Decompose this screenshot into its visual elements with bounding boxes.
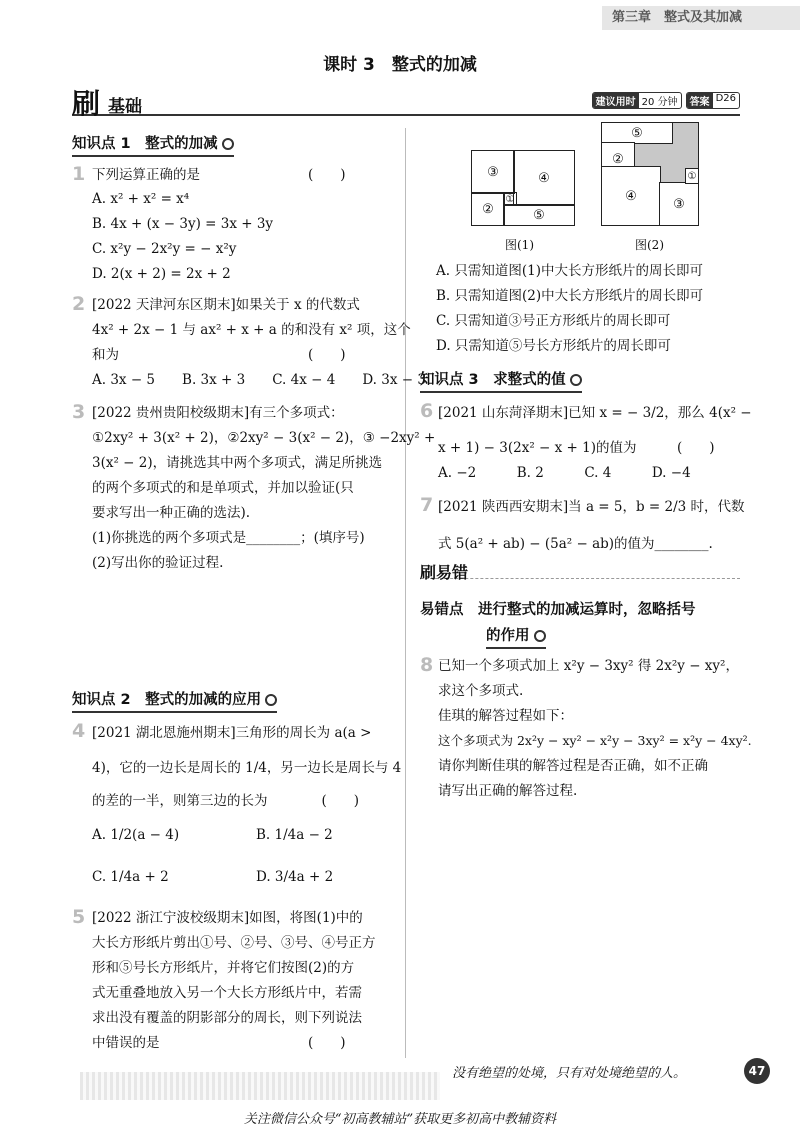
q7-line2: 式 5(a² + ab) − (5a² − ab)的值为________. [438,536,713,552]
error-point-heading-2 [486,624,546,649]
q6-line1: [2021 山东菏泽期末]已知 x = − 3/2，那么 4(x² − [438,405,752,421]
section-basic-header [72,84,740,120]
q3-line2: ①2xy² + 3(x² + 2)，②2xy² − 3(x² − 2)，③ −2xy² + [92,430,436,446]
q3-line6: (1)你挑选的两个多项式是________；(填序号) [92,530,365,546]
q2-line2: 4x² + 2x − 1 与 ax² + x + a 的和没有 x² 项，这个 [92,322,411,338]
pin-icon [222,138,234,150]
q5-option-d: D. 只需知道⑤号长方形纸片的周长即可 [436,338,671,354]
q6-number: 6 [420,400,434,422]
section-basic-big: 刷 [72,87,101,120]
answer-label: 答案 [687,93,713,108]
page-number: 47 [744,1058,770,1084]
answer-value: D26 [715,93,736,104]
pin-icon [265,694,277,706]
q4-line1: [2021 湖北恩施州期末]三角形的周长为 a(a > [92,725,372,741]
q4-option-d: D. 3/4a + 2 [256,869,334,885]
fig2-rect-5: ⑤ [601,122,673,144]
page-title: 课时 3 整式的加减 [323,55,477,75]
q3-line3: 3(x² − 2)，请挑选其中两个多项式，满足所挑选 [92,455,383,471]
q5-number: 5 [72,906,86,928]
time-label: 建议用时 [593,93,639,108]
section-basic-small: 基础 [108,97,142,117]
fig1-square-3: ③ [471,150,515,194]
q4-line2: 4)，它的一边长是周长的 1/4，另一边长是周长与 4 [92,760,402,776]
figure-1 [471,150,575,226]
fig2-square-4: ④ [601,166,661,226]
q7-number: 7 [420,494,434,516]
q1-option-b: B. 4x + (x − 3y) = 3x + 3y [92,216,274,232]
time-badges [592,92,740,109]
fig1-square-4: ④ [513,150,575,206]
q5-line2: 大长方形纸片剪出①号、②号、③号、④号正方 [92,935,376,951]
kp1-heading [72,132,234,157]
q1-option-d: D. 2(x + 2) = 2x + 2 [92,266,231,282]
fig2-square-2: ② [601,142,635,176]
q3-line5: 要求写出一种正确的选法). [92,505,251,521]
figure-2 [601,122,699,226]
kp1-title: 知识点 1 整式的加减 [72,136,218,152]
q3-line4: 的两个多项式的和是单项式，并加以验证(只 [92,480,354,496]
q1-stem: 下列运算正确的是 ( ) [92,167,346,183]
kp2-title: 知识点 2 整式的加减的应用 [72,692,262,708]
figure-2-caption: 图(2) [635,238,664,252]
section-error-title: 刷易错 [420,563,469,582]
kp3-heading [420,368,582,393]
q1-option-c: C. x²y − 2x²y = − x²y [92,241,237,257]
time-value: 20 分钟 [641,97,678,108]
figure-1-caption: 图(1) [505,238,534,252]
q4-number: 4 [72,720,86,742]
answer-badge [686,92,740,109]
q2-options: A. 3x − 5 B. 3x + 3 C. 4x − 4 D. 3x − 3 [92,372,426,388]
q1-option-a: A. x² + x² = x⁴ [92,191,190,207]
fig1-rect-5: ⑤ [503,204,575,226]
pin-icon [570,374,582,386]
q2-line3: 和为 ( ) [92,347,346,363]
q8-line1: 已知一个多项式加上 x²y − 3xy² 得 2x²y − xy²， [438,658,739,674]
q8-line2: 求这个多项式. [438,683,524,699]
q8-line3: 佳琪的解答过程如下： [438,708,573,724]
kp2-heading [72,688,277,713]
q8-line5: 请你判断佳琪的解答过程是否正确，如不正确 [438,758,708,774]
column-divider [405,128,406,1058]
q2-number: 2 [72,293,86,315]
q6-line2: x + 1) − 3(2x² − x + 1)的值为 ( ) [438,440,715,456]
fig2-square-3: ③ [659,182,699,226]
pin-icon [534,630,546,642]
q5-line4: 式无重叠地放入另一个大长方形纸片中，若需 [92,985,362,1001]
q2-line1: [2022 天津河东区期末]如果关于 x 的代数式 [92,297,360,313]
footer-note: 关注微信公众号“初高教辅站”获取更多初高中教辅资料 [243,1112,557,1127]
motto: 没有绝望的处境，只有对处境绝望的人。 [452,1066,687,1081]
q4-option-c: C. 1/4a + 2 [92,869,169,885]
error-point-title-1: 易错点 进行整式的加减运算时，忽略括号 [420,602,696,618]
fig1-square-1: ① [503,192,517,206]
q4-option-b: B. 1/4a − 2 [256,827,333,843]
q8-number: 8 [420,654,434,676]
q6-options: A. −2 B. 2 C. 4 D. −4 [438,465,691,481]
q5-option-b: B. 只需知道图(2)中大长方形纸片的周长即可 [436,288,704,304]
chapter-header: 第三章 整式及其加减 [602,6,800,30]
section-error-header [420,560,740,582]
q5-line5: 求出没有覆盖的阴影部分的周长，则下列说法 [92,1010,362,1026]
kp3-title: 知识点 3 求整式的值 [420,372,566,388]
fig2-square-1: ① [685,168,699,184]
q5-option-c: C. 只需知道③号正方形纸片的周长即可 [436,313,671,329]
q5-line3: 形和⑤号长方形纸片，并将它们按图(2)的方 [92,960,355,976]
q5-line6: 中错误的是 ( ) [92,1035,346,1051]
q1-number: 1 [72,163,86,185]
q4-line3: 的差的一半，则第三边的长为 ( ) [92,793,360,809]
q4-option-a: A. 1/2(a − 4) [92,827,180,843]
q3-line1: [2022 贵州贵阳校级期末]有三个多项式： [92,405,344,421]
q5-option-a: A. 只需知道图(1)中大长方形纸片的周长即可 [436,263,703,279]
q3-number: 3 [72,401,86,423]
time-badge [592,92,682,109]
q7-line1: [2021 陕西西安期末]当 a = 5，b = 2/3 时，代数 [438,499,745,515]
q3-line7: (2)写出你的验证过程. [92,555,224,571]
q8-line6: 请写出正确的解答过程. [438,783,578,799]
scan-noise [80,1072,440,1100]
fig1-square-2: ② [471,192,505,226]
error-point-title-2: 的作用 [486,628,530,644]
q8-line4: 这个多项式为 2x²y − xy² − x²y − 3xy² = x²y − 4xy². [438,733,752,748]
q5-line1: [2022 浙江宁波校级期末]如图，将图(1)中的 [92,910,363,926]
